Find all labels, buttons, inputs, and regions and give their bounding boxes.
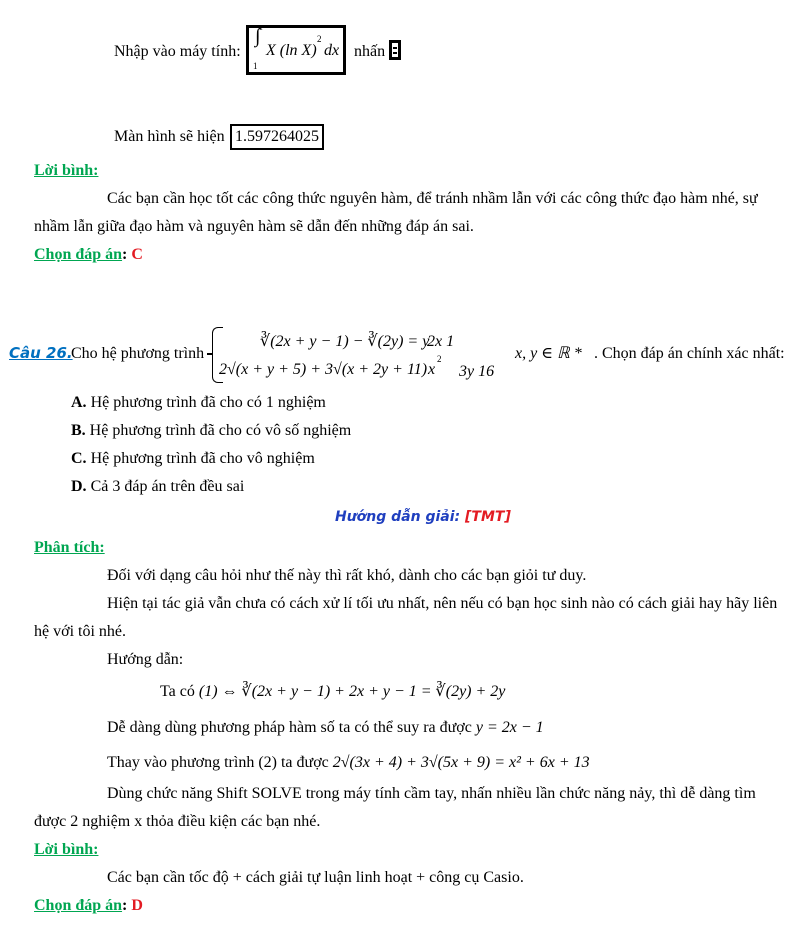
system-eq1-right: 2x 1 [427, 333, 455, 350]
comment-heading: Lời bình: [34, 841, 99, 858]
option-d [71, 477, 244, 497]
question-number: Câu 26. [9, 344, 73, 362]
step-1 [160, 682, 505, 702]
option-letter: A. [71, 394, 87, 411]
solution-guide-title [335, 509, 511, 525]
option-letter: D. [71, 478, 87, 495]
integral-sign: ∫ [255, 25, 261, 47]
integral-lower-limit: 1 [253, 61, 258, 71]
option-letter: C. [71, 450, 87, 467]
integral-integrand: X (ln X) [266, 42, 317, 59]
comment-line: nhầm lẫn giữa đạo hàm và nguyên hàm sẽ dẫn đến những đáp án sai. [34, 218, 474, 235]
press-label: nhấn [354, 43, 386, 60]
system-eq2-right-a: x [428, 361, 436, 378]
answer-choice-line [34, 896, 143, 916]
answer-letter: C [131, 246, 143, 263]
screen-label: Màn hình sẽ hiện [114, 128, 225, 145]
option-letter: B. [71, 422, 86, 439]
comment-heading: Lời bình: [34, 162, 99, 179]
question-intro: Cho hệ phương trình [71, 345, 205, 362]
answer-colon: : [122, 897, 128, 914]
step-text: Dễ dàng dùng phương pháp hàm số ta có thể suy ra được [107, 719, 472, 736]
answer-choice-label: Chọn đáp án [34, 246, 123, 263]
system-eq2-right-b: 3y 16 [459, 363, 495, 380]
step-math: 2√(3x + 4) + 3√(5x + 9) = x² + 6x + 13 [332, 754, 590, 771]
answer-letter: D [131, 897, 143, 914]
step-math: y = 2x − 1 [475, 719, 544, 736]
integral-dx: dx [324, 42, 340, 59]
domain-condition: x, y ∈ ℝ * [515, 345, 582, 362]
answer-choice-label: Chọn đáp án [34, 897, 123, 914]
analysis-paragraph: Đối với dạng câu hỏi như thế này thì rất khó, dành cho các bạn giỏi tư duy. [107, 567, 587, 584]
option-text: Hệ phương trình đã cho có 1 nghiệm [90, 394, 326, 411]
analysis-paragraph: được 2 nghiệm x thỏa điều kiện các bạn nhé. [34, 813, 321, 830]
option-text: Hệ phương trình đã cho vô nghiệm [90, 450, 315, 467]
option-c [71, 449, 315, 469]
option-text: Cả 3 đáp án trên đều sai [90, 478, 245, 495]
integral-upper-limit: e [259, 22, 263, 32]
integral-exponent: 2 [317, 34, 322, 44]
system-eq1-left: ∛(2x + y − 1) − ∛(2y) = y [260, 333, 430, 350]
calc-input-label: Nhập vào máy tính: [114, 43, 241, 60]
system-eq2-exponent: 2 [437, 354, 442, 364]
guide-title-text: Hướng dẫn giải: [335, 509, 461, 525]
option-text: Hệ phương trình đã cho có vô số nghiệm [89, 422, 352, 439]
answer-choice-line [34, 245, 143, 265]
analysis-paragraph: Hiện tại tác giả vẫn chưa có cách xử lí tối ưu nhất, nên nếu có bạn học sinh nào có cách giải hay hãy liên [107, 595, 778, 612]
question-tail: . Chọn đáp án chính xác nhất: [594, 345, 785, 362]
step-3 [107, 753, 590, 773]
guide-tag: [TMT] [465, 509, 511, 525]
analysis-paragraph: hệ với tôi nhé. [34, 623, 126, 640]
analysis-heading: Phân tích: [34, 539, 105, 556]
step-2 [107, 718, 544, 738]
step-text: Thay vào phương trình (2) ta được [107, 754, 329, 771]
equals-key-icon [389, 40, 401, 60]
system-eq2-left: 2√(x + y + 5) + 3√(x + 2y + 11) [219, 361, 428, 378]
option-a [71, 393, 326, 413]
analysis-paragraph: Dùng chức năng Shift SOLVE trong máy tính cầm tay, nhấn nhiều lần chức năng nảy, thì dễ dàng tìm [107, 785, 756, 802]
answer-colon: : [122, 246, 128, 263]
option-b [71, 421, 351, 441]
comment-line: Các bạn cần học tốt các công thức nguyên hàm, để tránh nhầm lẫn với các công thức đạo hàm nhé, sự [107, 190, 758, 207]
comment-line: Các bạn cần tốc độ + cách giải tự luận linh hoạt + công cụ Casio. [107, 869, 524, 886]
hint-label: Hướng dẫn: [107, 651, 184, 668]
calculator-result: 1.597264025 [230, 124, 324, 150]
step-math: (1) ⇔ ∛(2x + y − 1) + 2x + y − 1 = ∛(2y) + 2y [198, 683, 506, 700]
integral-expression-box [246, 22, 346, 75]
step-text: Ta có [160, 683, 195, 700]
